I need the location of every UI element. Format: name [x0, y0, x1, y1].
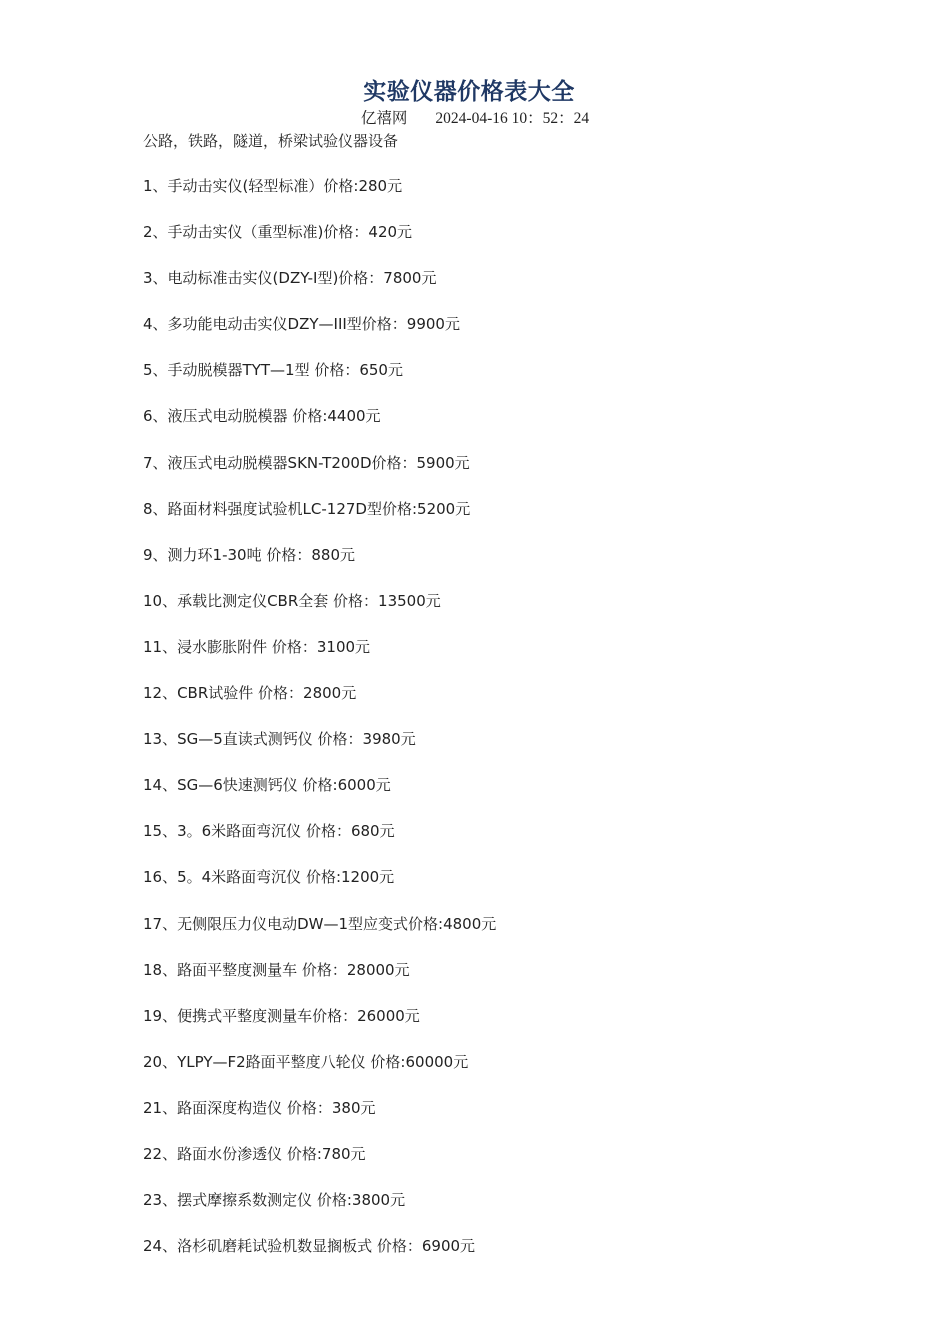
price-list-item: 6、液压式电动脱模器 价格:4400元 — [143, 407, 381, 426]
price-list-item: 7、液压式电动脱模器SKN-T200D价格：5900元 — [143, 453, 470, 472]
price-list-item: 20、YLPY—F2路面平整度八轮仪 价格:60000元 — [143, 1052, 469, 1071]
price-list-item: 3、电动标准击实仪(DZY-I型)价格：7800元 — [143, 269, 437, 288]
price-list-item: 17、无侧限压力仪电动DW—1型应变式价格:4800元 — [143, 914, 497, 933]
price-list — [143, 176, 496, 1282]
price-list-item: 11、浸水膨胀附件 价格：3100元 — [143, 637, 371, 656]
document-subtitle: 公路，铁路，隧道，桥梁试验仪器设备 — [143, 132, 399, 150]
price-list-item: 13、SG—5直读式测钙仪 价格：3980元 — [143, 730, 416, 749]
price-list-item: 2、手动击实仪（重型标准)价格：420元 — [143, 223, 413, 242]
price-list-item: 24、洛杉矶磨耗试验机数显搁板式 价格：6900元 — [143, 1237, 476, 1256]
source-name: 亿禧网 — [360, 110, 408, 127]
price-list-item: 18、路面平整度测量车 价格：28000元 — [143, 960, 410, 979]
price-list-item: 15、3。6米路面弯沉仪 价格：680元 — [143, 822, 395, 841]
publish-datetime: 2024-04-16 10：52：24 — [435, 110, 590, 127]
price-list-item: 22、路面水份渗透仪 价格:780元 — [143, 1144, 366, 1163]
price-list-item: 14、SG—6快速测钙仪 价格:6000元 — [143, 776, 391, 795]
price-list-item: 23、摆式摩擦系数测定仪 价格:3800元 — [143, 1191, 406, 1210]
price-list-item: 16、5。4米路面弯沉仪 价格:1200元 — [143, 868, 395, 887]
price-list-item: 10、承载比测定仪CBR全套 价格：13500元 — [143, 591, 441, 610]
document-title: 实验仪器价格表大全 — [363, 79, 575, 105]
document-meta — [0, 109, 950, 129]
price-list-item: 9、测力环1-30吨 价格：880元 — [143, 545, 355, 564]
price-list-item: 19、便携式平整度测量车价格：26000元 — [143, 1006, 420, 1025]
price-list-item: 4、多功能电动击实仪DZY—III型价格：9900元 — [143, 315, 460, 334]
price-list-item: 8、路面材料强度试验机LC-127D型价格:5200元 — [143, 499, 471, 518]
price-list-item: 12、CBR试验件 价格：2800元 — [143, 684, 357, 703]
price-list-item: 21、路面深度构造仪 价格：380元 — [143, 1098, 376, 1117]
price-list-item: 1、手动击实仪(轻型标准）价格:280元 — [143, 177, 403, 195]
price-list-item: 5、手动脱模器TYT—1型 价格：650元 — [143, 361, 403, 380]
